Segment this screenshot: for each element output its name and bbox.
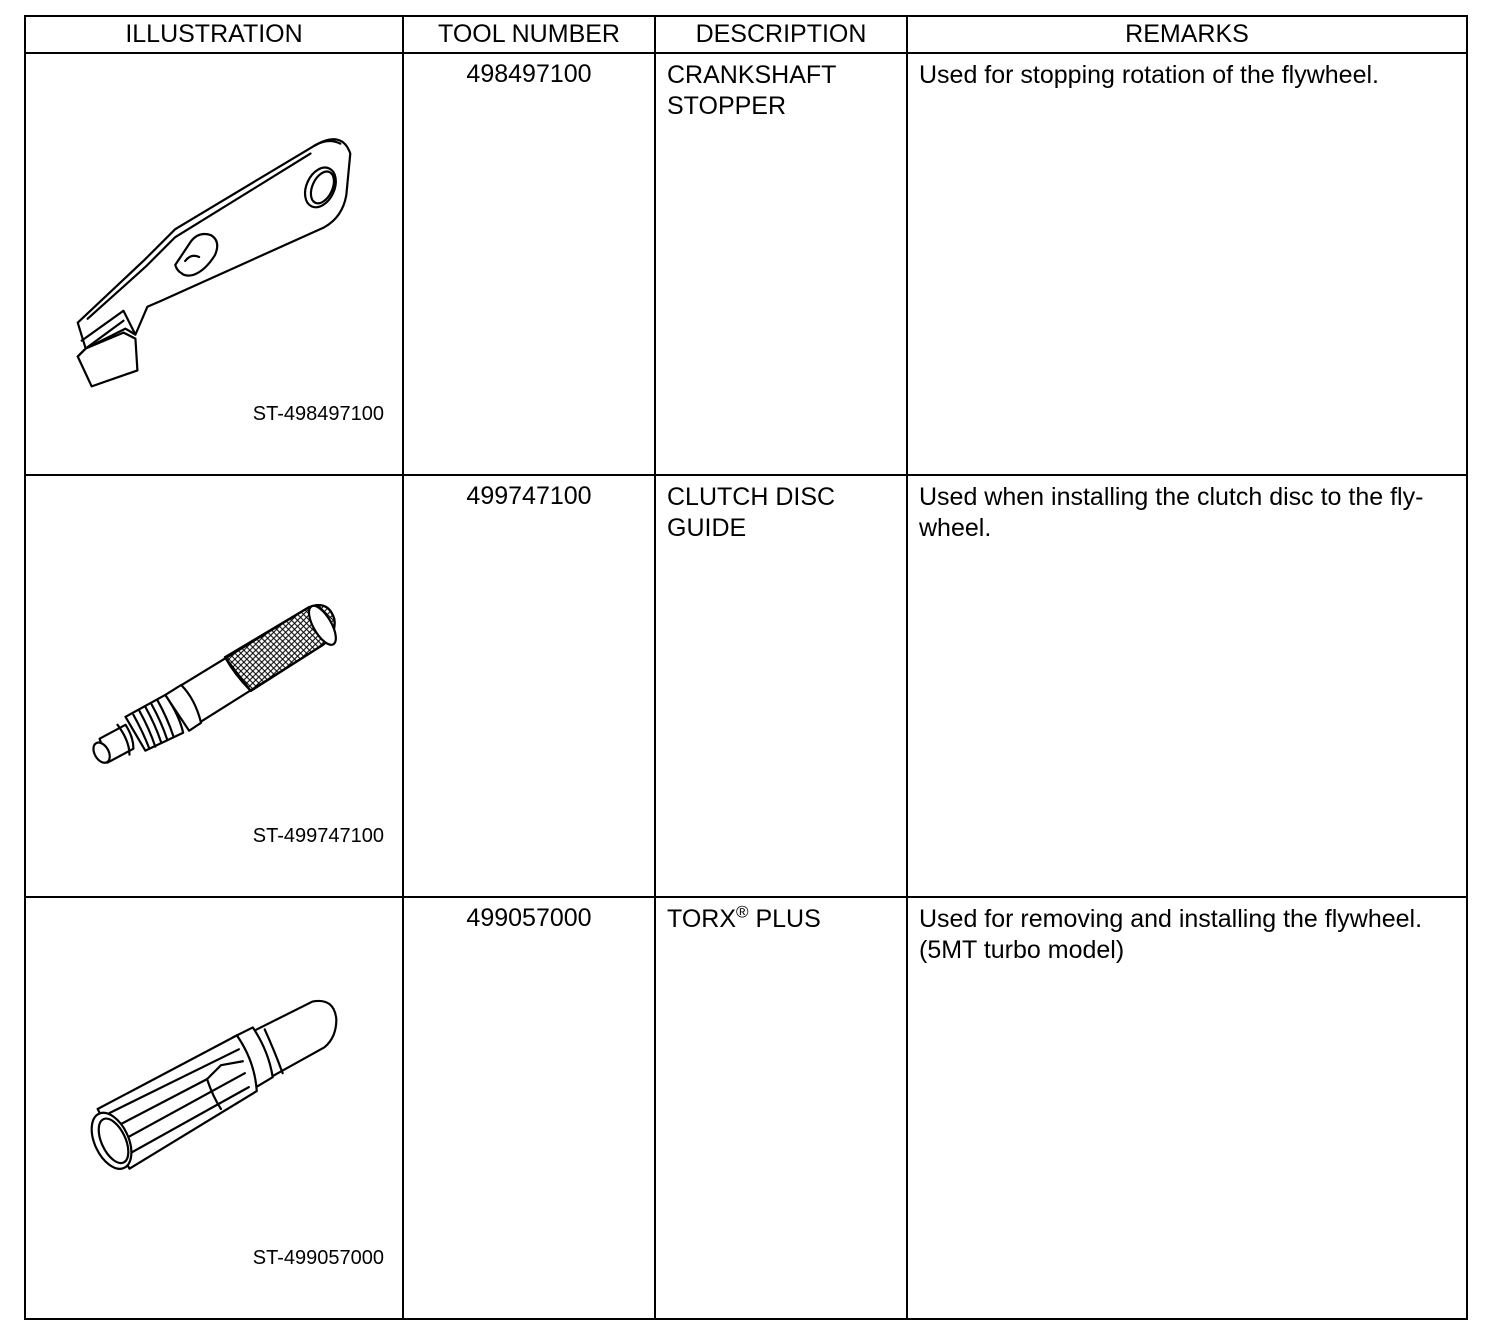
description-main: TORX (667, 905, 736, 933)
illustration-cell (25, 53, 403, 475)
table-row (25, 53, 1467, 475)
description-cell (655, 53, 907, 475)
description-line: GUIDE (667, 514, 747, 542)
illustration-label: ST-499057000 (252, 1247, 384, 1269)
tool-number-cell: 498497100 (403, 53, 655, 475)
header-description: DESCRIPTION (655, 16, 907, 53)
remarks-cell (907, 897, 1467, 1319)
special-tools-table (24, 15, 1468, 1320)
illustration-label: ST-498497100 (252, 403, 384, 425)
remarks-line: wheel. (919, 514, 992, 542)
illustration-label: ST-499747100 (252, 825, 384, 847)
illustration-cell (25, 475, 403, 897)
header-tool-number: TOOL NUMBER (403, 16, 655, 53)
tool-number-cell: 499747100 (403, 475, 655, 897)
header-row (25, 16, 1467, 53)
tool-number-cell: 499057000 (403, 897, 655, 1319)
registered-mark: ® (736, 902, 749, 922)
table-row (25, 897, 1467, 1319)
remarks-line: Used when installing the clutch disc to the fly- (919, 483, 1424, 511)
description-line: CRANKSHAFT (667, 61, 837, 89)
table-row (25, 475, 1467, 897)
remarks-line: Used for stopping rotation of the flywheel. (919, 61, 1379, 89)
description-line (667, 904, 896, 935)
description-line: STOPPER (667, 92, 787, 120)
remarks-cell (907, 53, 1467, 475)
remarks-line: (5MT turbo model) (919, 936, 1125, 964)
header-remarks: REMARKS (907, 16, 1467, 53)
description-cell (655, 897, 907, 1319)
header-illustration: ILLUSTRATION (25, 16, 403, 53)
description-line: CLUTCH DISC (667, 483, 836, 511)
remarks-cell (907, 475, 1467, 897)
illustration-cell (25, 897, 403, 1319)
remarks-line: Used for removing and installing the flywheel. (919, 905, 1423, 933)
description-cell (655, 475, 907, 897)
description-suffix: PLUS (748, 905, 821, 933)
